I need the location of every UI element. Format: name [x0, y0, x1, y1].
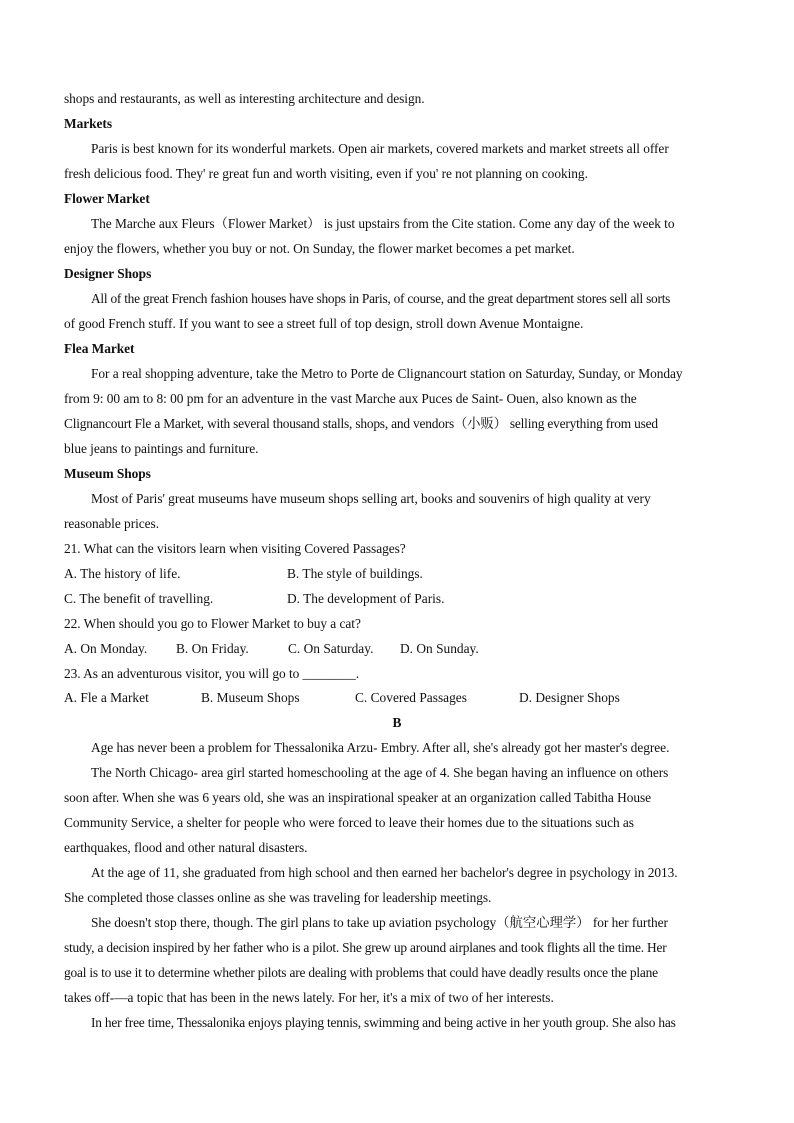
passage-b-line-1: Age has never been a problem for Thessalonika Arzu- Embry. After all, she's already got her master's degree. — [91, 740, 670, 755]
passage-b-line-2: The North Chicago- area girl started homeschooling at the age of 4. She began having an influence on others — [91, 765, 669, 780]
question-23-option-c: C. Covered Passages — [355, 690, 467, 705]
passage-b-line-9: study, a decision inspired by her father who is a pilot. She grew up around airplanes and took flights all the time. Her — [64, 940, 667, 955]
flower-market-line-2: enjoy the flowers, whether you buy or not. On Sunday, the flower market becomes a pet market. — [64, 241, 575, 256]
passage-b-line-4: Community Service, a shelter for people who were forced to leave their homes due to the situations such as — [64, 815, 634, 830]
passage-b-line-7: She completed those classes online as she was traveling for leadership meetings. — [64, 890, 492, 905]
section-heading-flea-market: Flea Market — [64, 341, 135, 356]
markets-line-1: Paris is best known for its wonderful markets. Open air markets, covered markets and market streets all offer — [91, 141, 669, 156]
passage-b-line-3: soon after. When she was 6 years old, she was an inspirational speaker at an organization called Tabitha House — [64, 790, 652, 805]
passage-b-line-11: takes off-—a topic that has been in the news lately. For her, it's a mix of two of her interests. — [64, 990, 554, 1005]
question-21-option-c: C. The benefit of travelling. — [64, 591, 214, 606]
question-21-stem: 21. What can the visitors learn when visiting Covered Passages? — [64, 541, 406, 556]
question-22-option-a: A. On Monday. — [64, 641, 148, 656]
question-21-option-b: B. The style of buildings. — [287, 566, 423, 581]
passage-b-line-12: In her free time, Thessalonika enjoys playing tennis, swimming and being active in her youth group. She also has — [91, 1015, 676, 1030]
question-23-option-d: D. Designer Shops — [519, 690, 620, 705]
flea-market-line-1: For a real shopping adventure, take the Metro to Porte de Clignancourt station on Saturday, Sunday, or Monday — [91, 366, 683, 381]
markets-line-2: fresh delicious food. They' re great fun and worth visiting, even if you' re not planning on cooking. — [64, 166, 588, 181]
passage-a-intro-line: shops and restaurants, as well as interesting architecture and design. — [64, 91, 425, 106]
flower-market-line-1: The Marche aux Fleurs（Flower Market） is just upstairs from the Cite station. Come any day of the week to — [91, 216, 675, 231]
question-22-option-c: C. On Saturday. — [288, 641, 374, 656]
passage-b-line-8: She doesn't stop there, though. The girl plans to take up aviation psychology（航空心理学） for her further — [91, 915, 668, 930]
question-21-option-d: D. The development of Paris. — [287, 591, 445, 606]
flea-market-line-2: from 9: 00 am to 8: 00 pm for an adventure in the vast Marche aux Puces de Saint- Ouen, also known as the — [64, 391, 637, 406]
designer-shops-line-1: All of the great French fashion houses have shops in Paris, of course, and the great department stores sell all sorts — [91, 291, 671, 306]
section-heading-museum-shops: Museum Shops — [64, 466, 151, 481]
question-22-stem: 22. When should you go to Flower Market to buy a cat? — [64, 616, 361, 631]
flea-market-line-4: blue jeans to paintings and furniture. — [64, 441, 259, 456]
passage-b-line-10: goal is to use it to determine whether pilots are dealing with problems that could have deadly results once the plane — [64, 965, 658, 980]
section-heading-flower-market: Flower Market — [64, 191, 150, 206]
flea-market-line-3: Clignancourt Fle a Market, with several thousand stalls, shops, and vendors（小贩） selling everything from used — [64, 416, 658, 431]
museum-shops-line-1: Most of Paris' great museums have museum shops selling art, books and souvenirs of high quality at very — [91, 491, 651, 506]
question-22-option-b: B. On Friday. — [176, 641, 249, 656]
designer-shops-line-2: of good French stuff. If you want to see a street full of top design, stroll down Avenue Montaigne. — [64, 316, 584, 331]
question-23-option-a: A. Fle a Market — [64, 690, 149, 705]
section-heading-markets: Markets — [64, 116, 112, 131]
section-heading-designer-shops: Designer Shops — [64, 266, 152, 281]
question-23-option-b: B. Museum Shops — [201, 690, 300, 705]
museum-shops-line-2: reasonable prices. — [64, 516, 160, 531]
passage-b-line-5: earthquakes, flood and other natural disasters. — [64, 840, 308, 855]
question-23-stem: 23. As an adventurous visitor, you will go to ________. — [64, 666, 360, 681]
question-22-option-d: D. On Sunday. — [400, 641, 479, 656]
passage-b-title: B — [392, 715, 402, 730]
question-21-option-a: A. The history of life. — [64, 566, 181, 581]
passage-b-line-6: At the age of 11, she graduated from high school and then earned her bachelor's degree in psychology in 2013. — [91, 865, 678, 880]
